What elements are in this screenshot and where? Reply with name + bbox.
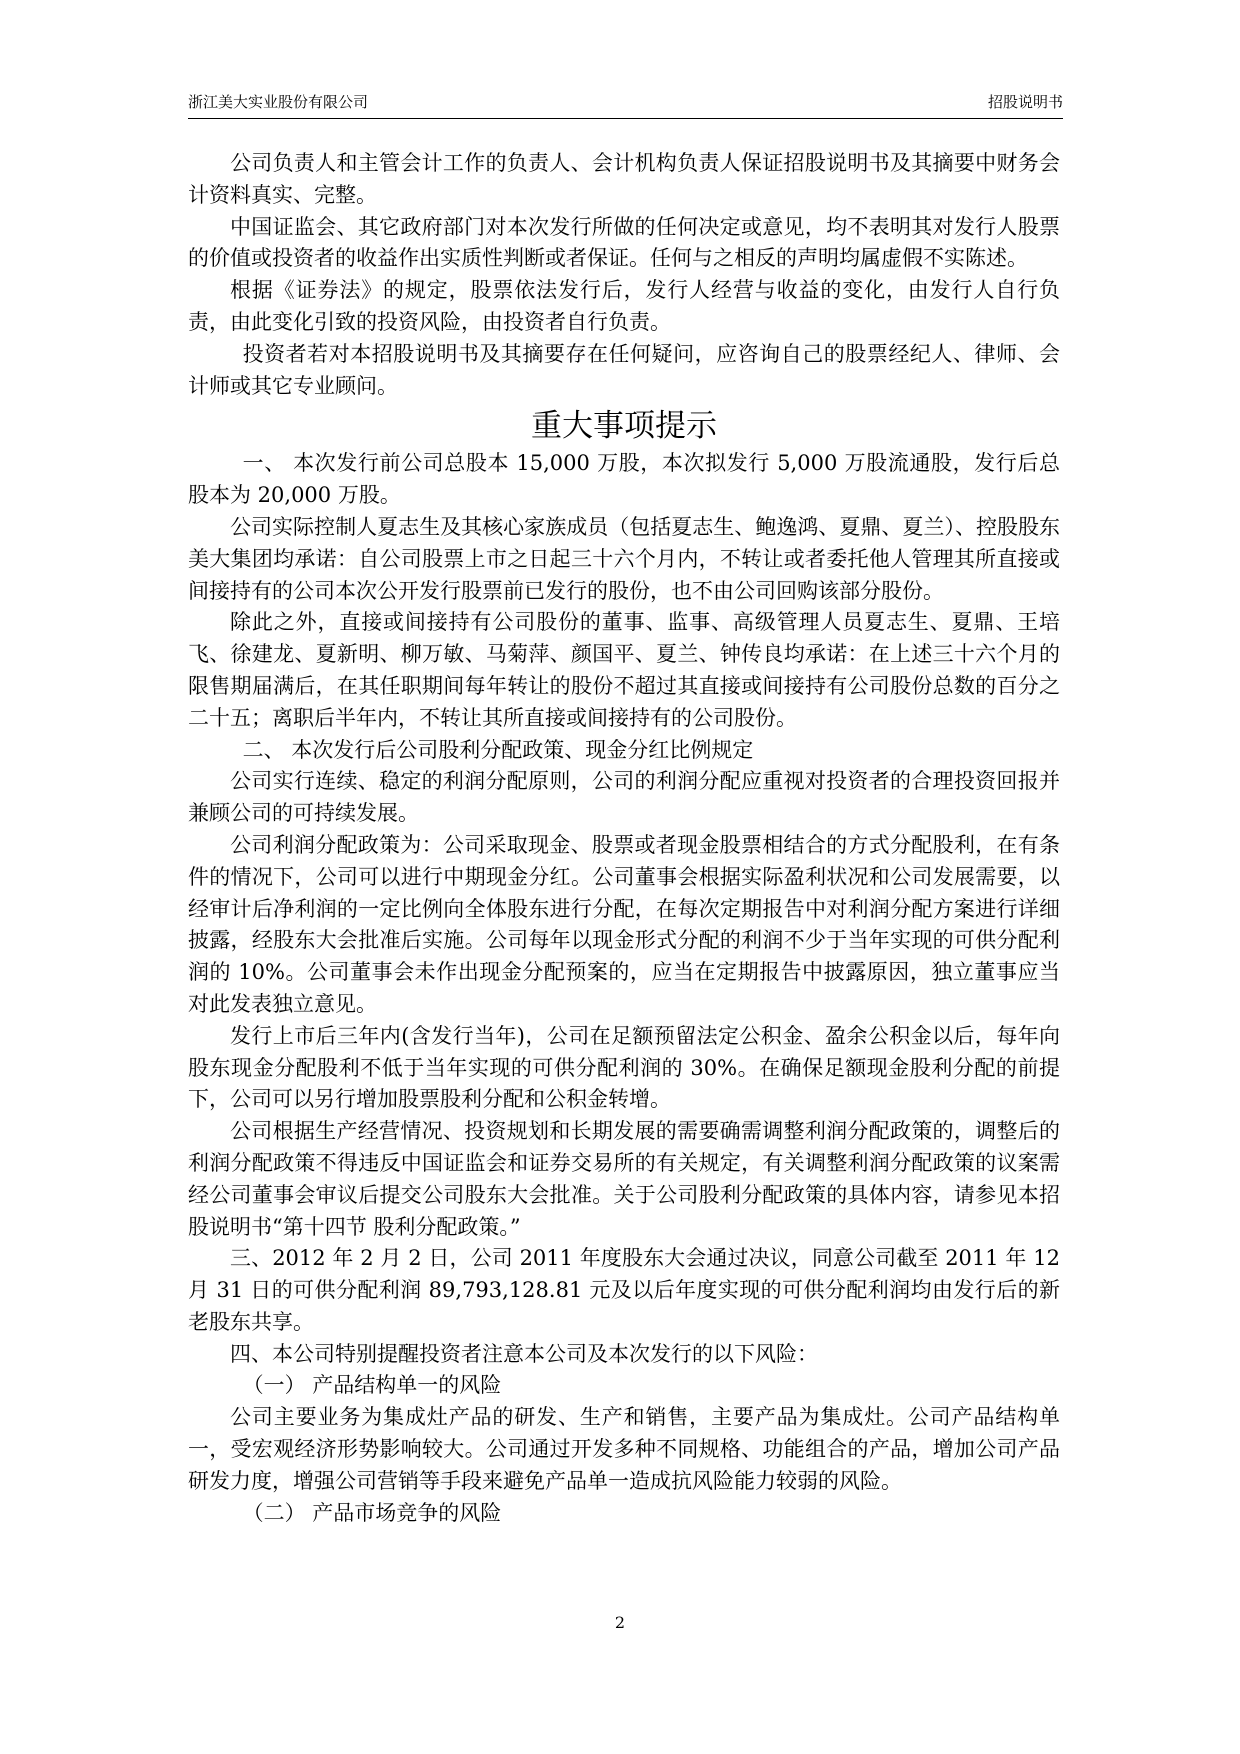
header-company-name: 浙江美大实业股份有限公司: [188, 93, 369, 111]
section-title: 重大事项提示: [531, 408, 717, 445]
item-paragraph: 发行上市后三年内(含发行当年)，公司在足额预留法定公积金、盈余公积金以后，每年向股东现金分配股利不低于当年实现的可供分配利润的 30%。在确保足额现金股利分配的前提下，公司可以另行增加股票股利分配和公积金转增。: [188, 1023, 1060, 1112]
item-paragraph: 除此之外，直接或间接持有公司股份的董事、监事、高级管理人员夏志生、夏鼎、王培飞、徐建龙、夏新明、柳万敏、马菊萍、颜国平、夏兰、钟传良均承诺：在上述三十六个月的限售期届满后，在其任职期间每年转让的股份不超过其直接或间接持有公司股份总数的百分之二十五；离职后半年内，不转让其所直接或间接持有的公司股份。: [188, 610, 1060, 730]
item-heading: 二、 本次发行后公司股利分配政策、现金分红比例规定: [242, 737, 754, 762]
intro-paragraph: 投资者若对本招股说明书及其摘要存在任何疑问，应咨询自己的股票经纪人、律师、会计师或其它专业顾问。: [188, 341, 1060, 398]
item-heading: 四、本公司特别提醒投资者注意本公司及本次发行的以下风险：: [230, 1341, 818, 1366]
header-document-type: 招股说明书: [987, 93, 1063, 111]
item-paragraph: 公司实际控制人夏志生及其核心家族成员（包括夏志生、鲍逸鸿、夏鼎、夏兰）、控股股东美大集团均承诺：自公司股票上市之日起三十六个月内，不转让或者委托他人管理其所直接或间接持有的公司本次公开发行股票前已发行的股份，也不由公司回购该部分股份。: [188, 514, 1060, 603]
intro-paragraph: 中国证监会、其它政府部门对本次发行所做的任何决定或意见，均不表明其对发行人股票的价值或投资者的收益作出实质性判断或者保证。任何与之相反的声明均属虚假不实陈述。: [188, 214, 1060, 271]
item-paragraph: 公司根据生产经营情况、投资规划和长期发展的需要确需调整利润分配政策的，调整后的利润分配政策不得违反中国证监会和证券交易所的有关规定，有关调整利润分配政策的议案需经公司董事会审议后提交公司股东大会批准。关于公司股利分配政策的具体内容，请参见本招股说明书“第十四节 股利分配政策。”: [188, 1119, 1060, 1239]
item-paragraph: 公司利润分配政策为：公司采取现金、股票或者现金股票相结合的方式分配股利，在有条件的情况下，公司可以进行中期现金分红。公司董事会根据实际盈利状况和公司发展需要，以经审计后净利润的一定比例向全体股东进行分配，在每次定期报告中对利润分配方案进行详细披露，经股东大会批准后实施。公司每年以现金形式分配的利润不少于当年实现的可供分配利润的 10%。公司董事会未作出现金分配预案的，应当在定期报告中披露原因，独立董事应当对此发表独立意见。: [188, 832, 1060, 1016]
item-paragraph: 三、2012 年 2 月 2 日，公司 2011 年度股东大会通过决议，同意公司截至 2011 年 12 月 31 日的可供分配利润 89,793,128.81 元及以后年度实现的可供分配利润均由发行后的新老股东共享。: [188, 1246, 1060, 1334]
intro-paragraph: 根据《证券法》的规定，股票依法发行后，发行人经营与收益的变化，由发行人自行负责，由此变化引致的投资风险，由投资者自行负责。: [188, 278, 1060, 334]
intro-paragraph: 公司负责人和主管会计工作的负责人、会计机构负责人保证招股说明书及其摘要中财务会计资料真实、完整。: [188, 151, 1060, 207]
item-paragraph: 一、 本次发行前公司总股本 15,000 万股，本次拟发行 5,000 万股流通股，发行后总股本为 20,000 万股。: [188, 451, 1060, 508]
item-subheading: （一） 产品结构单一的风险: [242, 1373, 502, 1398]
page-number: 2: [614, 1613, 626, 1632]
page-header: [188, 90, 1063, 119]
page-body: [188, 148, 1060, 1529]
item-subheading: （二） 产品市场竞争的风险: [242, 1500, 502, 1525]
item-paragraph: 公司实行连续、稳定的利润分配原则，公司的利润分配应重视对投资者的合理投资回报并兼顾公司的可持续发展。: [188, 769, 1060, 826]
item-paragraph: 公司主要业务为集成灶产品的研发、生产和销售，主要产品为集成灶。公司产品结构单一，受宏观经济形势影响较大。公司通过开发多种不同规格、功能组合的产品，增加公司产品研发力度，增强公司营销等手段来避免产品单一造成抗风险能力较弱的风险。: [188, 1405, 1060, 1493]
